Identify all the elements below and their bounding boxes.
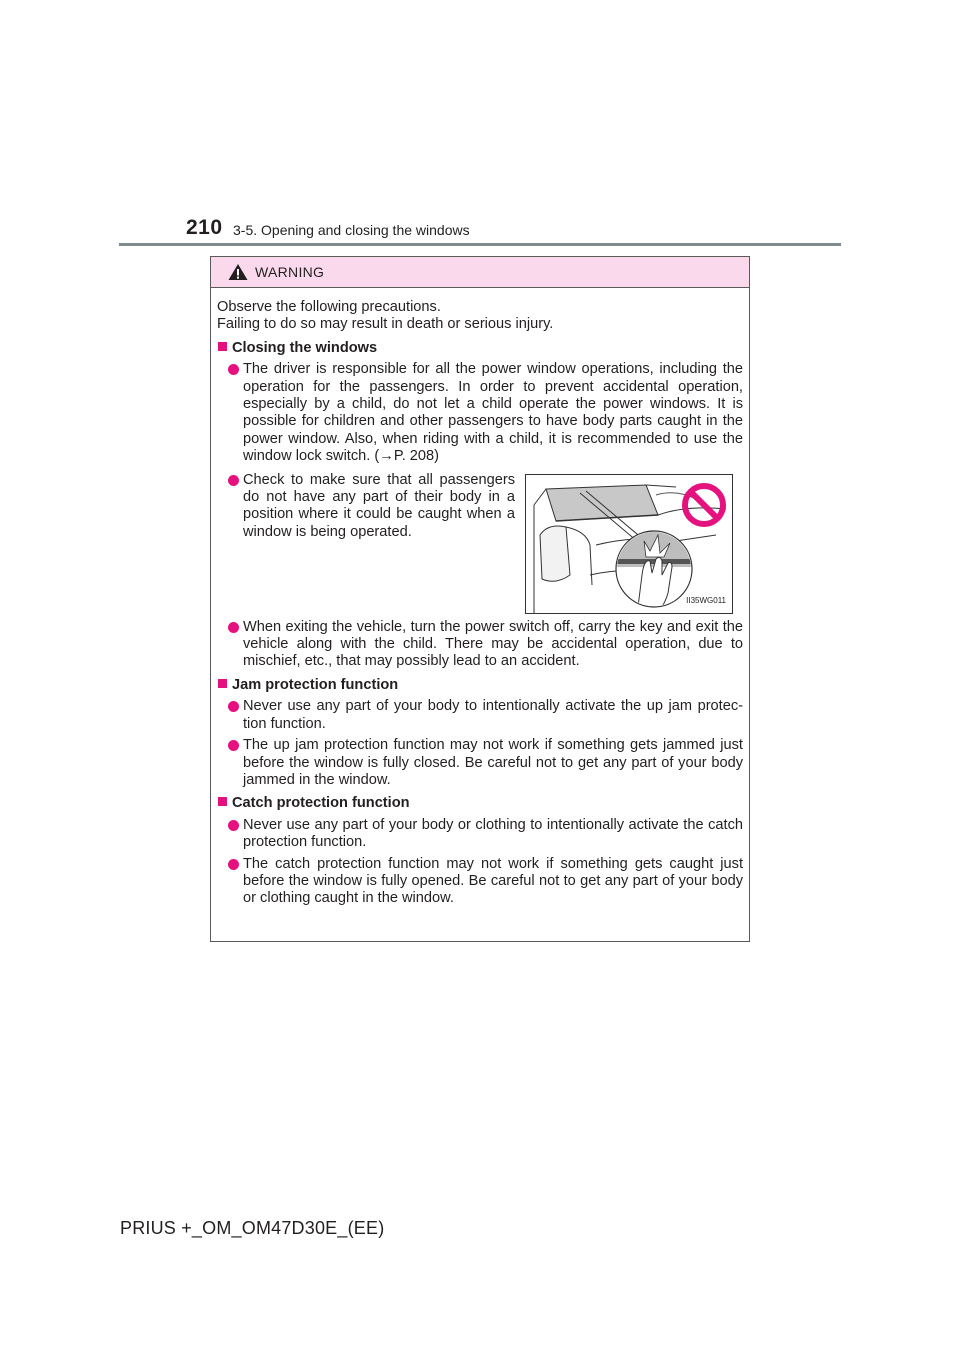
list-item-with-figure — [217, 472, 743, 614]
header-divider — [119, 243, 841, 246]
window-caution-illustration — [525, 474, 733, 614]
list-item-text: Never use any part of your body to intentionally activate the up jam protec-tion function. — [243, 698, 743, 732]
list-item-text: When exiting the vehicle, turn the power switch off, carry the key and exit the vehicle along with the child. There may be accidental operation, due to mischief, etc., that may possibly lead to an accident. — [243, 618, 743, 670]
round-bullet-icon — [228, 820, 239, 831]
round-bullet-icon — [228, 859, 239, 870]
list-item-text: The up jam protection function may not work if something gets jammed just before the window is fully closed. Be careful not to get any part of your body jammed in the window. — [243, 737, 743, 788]
intro-line: Failing to do so may result in death or serious injury. — [217, 316, 554, 333]
round-bullet-icon — [228, 364, 239, 375]
section-heading-closing — [217, 340, 743, 357]
footer-model-code: PRIUS +_OM_OM47D30E_(EE) — [120, 1218, 385, 1238]
round-bullet-icon — [228, 475, 239, 486]
warning-body — [211, 289, 749, 908]
list-item-text: Never use any part of your body or clothing to intentionally activate the catch protection function. — [243, 816, 743, 851]
section-heading-text: Catch protection function — [232, 795, 410, 812]
square-bullet-icon — [218, 342, 227, 351]
list-item — [217, 856, 743, 908]
figure-code: II35WG011 — [686, 596, 726, 606]
square-bullet-icon — [218, 679, 227, 688]
section-heading-jam-protection — [217, 677, 743, 694]
section-heading-text: Closing the windows — [232, 339, 378, 356]
list-item — [217, 619, 743, 671]
section-title: 3-5. Opening and closing the windows — [233, 222, 470, 238]
list-item — [217, 737, 743, 789]
warning-label: WARNING — [255, 264, 325, 280]
warning-triangle-icon — [228, 263, 248, 281]
warning-header — [211, 257, 749, 288]
round-bullet-icon — [228, 701, 239, 712]
list-item — [217, 698, 743, 733]
list-item-text: Check to make sure that all passengers do not have any part of their body in a position where it could be caught when a window is being operated. — [243, 471, 515, 540]
list-item-text: The driver is responsible for all the power window operations, including the operation for the passengers. In order to prevent accidental operation, especially by a child, do not let a child operate the power windows. It is possible for children and other passengers to have body parts caught in the power window. Also, when riding with a child, it is recommended to use the window lock switch. (→P. 208) — [243, 361, 743, 465]
round-bullet-icon — [228, 622, 239, 633]
page-header — [0, 0, 960, 250]
section-heading-text: Jam protection function — [232, 676, 399, 693]
section-heading-catch-protection — [217, 795, 743, 812]
list-item — [217, 817, 743, 852]
warning-intro — [217, 299, 743, 334]
page-number: 210 — [186, 216, 223, 239]
list-item-text: The catch protection function may not work if something gets caught just before the window is fully opened. Be careful not to get any part of your body or clothing caught in the window. — [243, 855, 743, 907]
warning-box — [210, 256, 750, 942]
list-item — [217, 361, 743, 465]
round-bullet-icon — [228, 740, 239, 751]
intro-line: Observe the following precautions. — [217, 299, 441, 315]
square-bullet-icon — [218, 797, 227, 806]
